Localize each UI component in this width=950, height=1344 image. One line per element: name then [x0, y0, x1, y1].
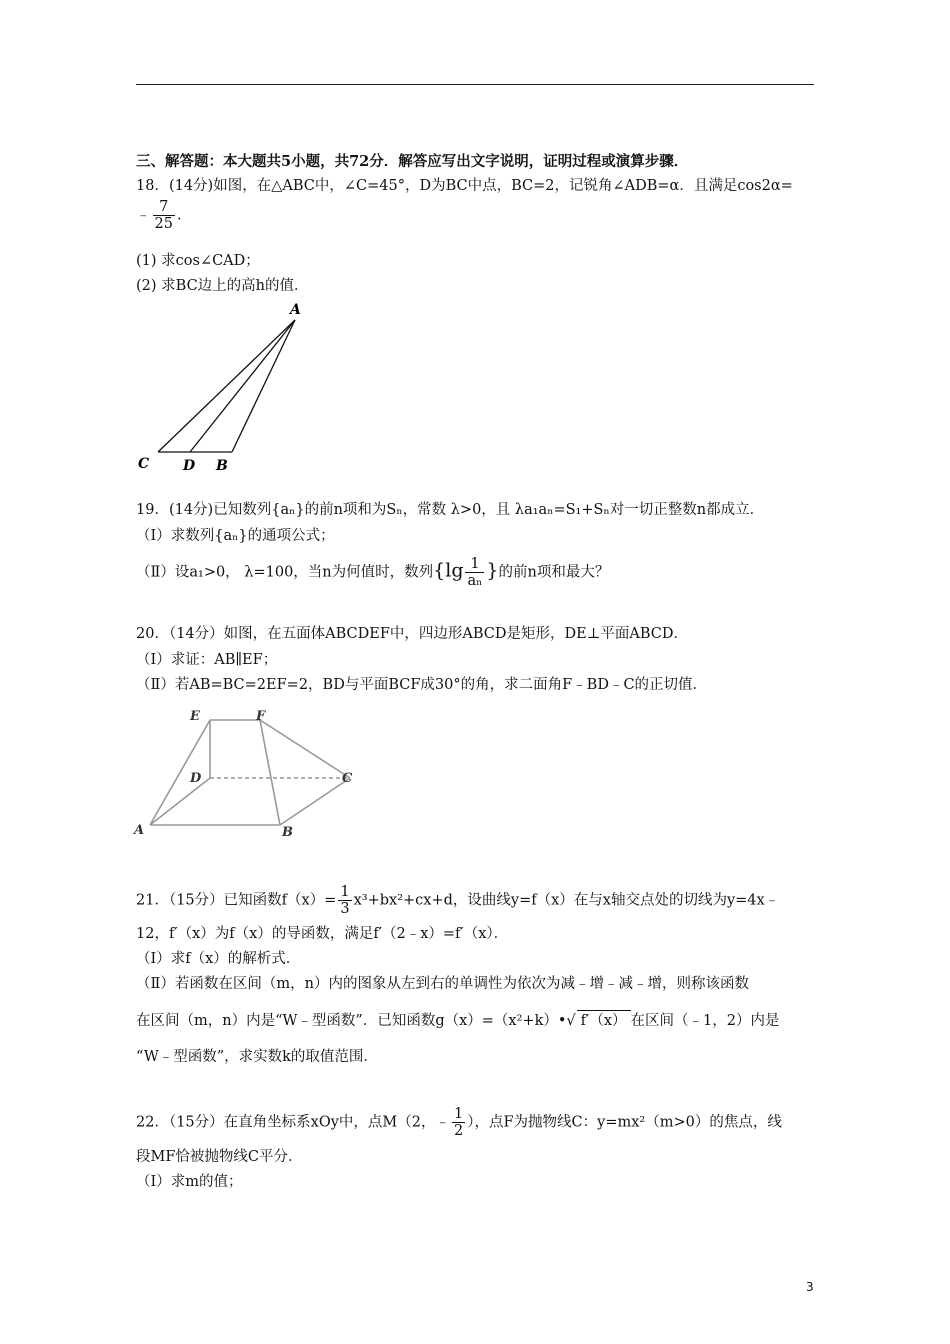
- edge-cf: [260, 720, 350, 778]
- q19-frac-num: 1: [465, 556, 484, 573]
- q19-part2-text-b: 的前n项和最大？: [498, 564, 610, 581]
- q21-part2-b-line: [136, 1010, 779, 1031]
- q22-stem-a: 22．（15分）在直角坐标系xOy中，点M（2，﹣: [136, 1114, 450, 1131]
- q21-line2: 12，f′（x）为f（x）的导函数，满足f′（2﹣x）=f′（x）．: [136, 926, 509, 942]
- q19-part2-text-a: （Ⅱ）设a₁>0， λ=100，当n为何值时，数列: [136, 564, 434, 581]
- q18-frac-num: 7: [153, 199, 175, 216]
- segment-da: [190, 320, 295, 452]
- page-number: 3: [806, 1280, 814, 1294]
- q20-stem: 20．（14分）如图，在五面体ABCDEF中，四边形ABCD是矩形，DE⊥平面ABCD．: [136, 626, 688, 642]
- label-a: A: [134, 823, 145, 838]
- q18-frac-den: 25: [154, 216, 173, 232]
- q20-part2: （Ⅱ）若AB=BC=2EF=2，BD与平面BCF成30°的角，求二面角F﹣BD﹣C的正切值．: [136, 677, 708, 693]
- q19-close-brace: }: [486, 559, 499, 582]
- q21-part2-a: （Ⅱ）若函数在区间（m，n）内的图象从左到右的单调性为依次为减﹣增﹣减﹣增，则称该函数: [136, 976, 749, 992]
- q18-part1: (1) 求cos∠CAD；: [136, 253, 260, 269]
- q21-fraction: [338, 884, 351, 917]
- q18-triangle-figure: [130, 298, 310, 478]
- edge-bc: [280, 778, 350, 825]
- q22-stem: [136, 1106, 782, 1139]
- q22-line2: 段MF恰被抛物线C平分．: [136, 1149, 303, 1165]
- section-heading: 三、解答题：本大题共5小题，共72分．解答应写出文字说明，证明过程或演算步骤．: [136, 153, 689, 170]
- q18-stem: 18．(14分)如图，在△ABC中，∠C=45°，D为BC中点，BC=2，记锐角∠ADB=α．且满足cos2α=: [136, 178, 793, 194]
- q22-frac-den: 2: [453, 1123, 464, 1139]
- q18-minus: ﹣: [136, 207, 151, 224]
- header-rule: [136, 84, 814, 85]
- q21-stem-a: 21．（15分）已知函数f（x）=: [136, 892, 337, 909]
- q19-part1: （Ⅰ）求数列{aₙ}的通项公式；: [136, 528, 335, 544]
- q18-fraction-line: [136, 199, 182, 232]
- q21-part2-c: 在区间（﹣1，2）内是: [630, 1013, 780, 1029]
- label-b: B: [282, 825, 293, 840]
- label-a: A: [290, 302, 301, 318]
- q22-stem-b: ），点F为抛物线C：y=mx²（m>0）的焦点，线: [467, 1114, 782, 1131]
- q21-part2-d: “W﹣型函数”，求实数k的取值范围．: [136, 1049, 378, 1065]
- q21-sqrt: f′（x）: [577, 1010, 631, 1031]
- q21-frac-den: 3: [340, 901, 350, 917]
- q19-part2: [136, 556, 609, 589]
- q19-fraction: [465, 556, 484, 589]
- q19-lg: {lg: [433, 559, 464, 582]
- q19-frac-den: aₙ: [467, 573, 483, 589]
- segment-ca: [158, 320, 295, 452]
- radical-sign: √: [566, 1013, 576, 1029]
- label-b: B: [216, 458, 228, 474]
- q22-frac-num: 1: [453, 1106, 464, 1122]
- q22-part1: （Ⅰ）求m的值；: [136, 1174, 243, 1190]
- q22-fraction: [452, 1106, 465, 1139]
- q20-pentahedron-figure: [130, 700, 370, 840]
- segment-ba: [232, 320, 295, 452]
- q21-part1: （Ⅰ）求f（x）的解析式．: [136, 951, 301, 967]
- q18-dot: .: [176, 207, 182, 224]
- label-c: C: [138, 456, 150, 472]
- q21-part2-b: 在区间（m，n）内是“W﹣型函数”．已知函数g（x）=（x²+k）•: [136, 1013, 567, 1029]
- q21-stem: [136, 884, 779, 917]
- q19-stem: 19．(14分)已知数列{aₙ}的前n项和为Sₙ，常数 λ>0，且 λa₁aₙ=S₁+Sₙ对一切正整数n都成立．: [136, 502, 765, 518]
- label-c: C: [342, 771, 353, 786]
- q18-part2: (2) 求BC边上的高h的值．: [136, 278, 309, 294]
- label-d: D: [183, 458, 196, 474]
- q20-part1: （Ⅰ）求证：AB∥EF；: [136, 652, 278, 668]
- q21-stem-b: x³+bx²+cx+d，设曲线y=f（x）在与x轴交点处的切线为y=4x﹣: [353, 892, 780, 909]
- label-d: D: [190, 771, 202, 786]
- q21-frac-num: 1: [340, 884, 350, 900]
- edge-bf: [260, 720, 280, 825]
- label-e: E: [190, 709, 200, 724]
- label-f: F: [256, 709, 266, 724]
- q18-fraction: [153, 199, 175, 232]
